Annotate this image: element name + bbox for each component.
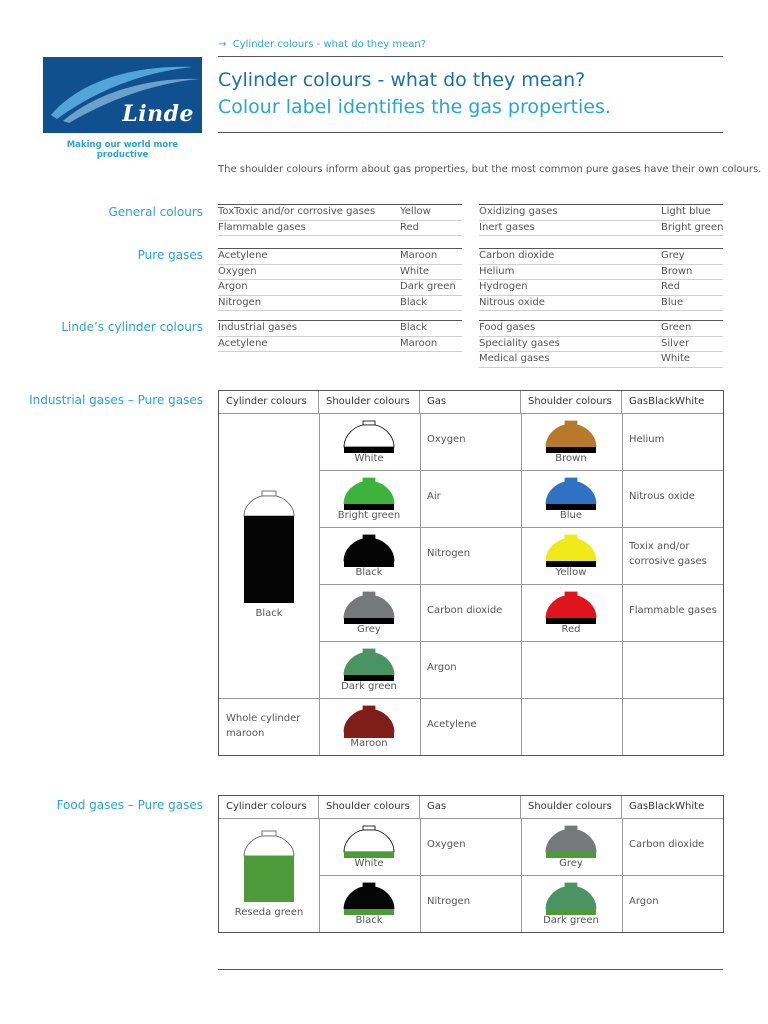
legend-row <box>479 320 723 337</box>
gas-name: Argon <box>629 896 659 907</box>
gas-name: Carbon dioxide <box>427 605 503 616</box>
legend-row <box>479 296 723 312</box>
column-header: GasBlackWhite <box>629 396 705 407</box>
legend-gas-name: Speciality gases <box>479 337 560 349</box>
legend-gas-name: Nitrous oxide <box>479 296 545 308</box>
shoulder-colour-icon <box>342 648 396 685</box>
legend-linde-right <box>479 320 723 368</box>
legend-general-left <box>218 204 462 236</box>
shoulder-colour-icon <box>342 825 396 862</box>
legend-row <box>218 280 462 296</box>
column-header: Cylinder colours <box>219 391 319 413</box>
shoulder-colour-label: Red <box>561 624 581 635</box>
shoulder-colour-label: Yellow <box>555 567 587 578</box>
breadcrumb-label: Cylinder colours - what do they mean? <box>232 39 427 50</box>
shoulder-colour-label: White <box>354 858 384 869</box>
legend-colour-name: Silver <box>661 337 690 349</box>
gas-name: Air <box>427 491 441 502</box>
column-header: Shoulder colours <box>521 796 622 818</box>
legend-row <box>479 337 723 353</box>
legend-colour-name: Green <box>661 322 692 333</box>
legend-row <box>479 221 723 237</box>
shoulder-colour-label: Brown <box>555 453 587 464</box>
legend-colour-name: Black <box>400 322 428 333</box>
gas-name: Oxygen <box>427 434 466 445</box>
row-divider <box>319 875 723 876</box>
gas-name: Argon <box>427 662 457 673</box>
legend-row <box>218 248 462 265</box>
legend-gas-name: Inert gases <box>479 221 535 233</box>
row-divider <box>319 527 723 528</box>
shoulder-colour-icon <box>544 825 598 862</box>
shoulder-colour-icon <box>342 882 396 919</box>
gas-name: Flammable gases <box>629 605 717 616</box>
shoulder-colour-icon <box>544 591 598 628</box>
page-title: Cylinder colours - what do they mean? <box>218 69 586 91</box>
shoulder-colour-icon <box>544 534 598 571</box>
shoulder-colour-icon <box>342 420 396 457</box>
legend-general-right <box>479 204 723 236</box>
legend-row <box>479 352 723 368</box>
divider <box>218 132 723 133</box>
legend-colour-name: White <box>661 353 691 364</box>
legend-gas-name: Acetylene <box>218 337 268 349</box>
section-label-general: General colours <box>108 205 203 219</box>
legend-colour-name: Light blue <box>661 206 711 217</box>
legend-gas-name: Argon <box>218 281 248 292</box>
shoulder-colour-label: Dark green <box>543 915 599 926</box>
arrow-right-icon: → <box>218 39 227 50</box>
cylinder-colour-label: Black <box>255 608 283 619</box>
shoulder-colour-icon <box>342 534 396 571</box>
legend-gas-name: Oxidizing gases <box>479 206 558 217</box>
row-divider <box>219 698 319 699</box>
legend-gas-name: Flammable gases <box>218 221 306 233</box>
column-header: Gas <box>420 391 521 413</box>
shoulder-colour-label: Blue <box>559 510 583 521</box>
header-divider <box>219 818 723 819</box>
divider <box>218 56 723 57</box>
legend-gas-name: Carbon dioxide <box>479 250 555 261</box>
legend-colour-name: White <box>400 265 430 277</box>
column-header: Shoulder colours <box>319 391 420 413</box>
shoulder-colour-label: Grey <box>357 624 381 635</box>
legend-linde-left <box>218 320 462 352</box>
legend-row <box>479 265 723 281</box>
legend-gas-name: Oxygen <box>218 265 257 277</box>
whole-cylinder-note: Whole cylinder maroon <box>226 713 301 739</box>
gas-name: Acetylene <box>427 719 477 730</box>
shoulder-colour-icon <box>342 477 396 514</box>
header-divider <box>219 413 723 414</box>
legend-colour-name: Grey <box>661 250 685 261</box>
section-label-industrial: Industrial gases – Pure gases <box>29 393 203 407</box>
legend-colour-name: Yellow <box>400 206 431 217</box>
legend-row <box>218 265 462 281</box>
shoulder-colour-icon <box>544 477 598 514</box>
legend-row <box>218 337 462 353</box>
legend-colour-name: Red <box>661 281 680 292</box>
legend-pure-right <box>479 248 723 311</box>
shoulder-colour-label: Maroon <box>350 738 388 749</box>
gas-name: Toxix and/or corrosive gases <box>629 540 707 567</box>
gas-name: Helium <box>629 434 665 445</box>
legend-gas-name: Nitrogen <box>218 296 262 308</box>
legend-colour-name: Dark green <box>400 281 456 292</box>
row-divider <box>319 698 723 699</box>
gas-name: Nitrous oxide <box>629 491 695 502</box>
gas-name: Oxygen <box>427 839 466 850</box>
legend-colour-name: Bright green <box>661 221 724 233</box>
shoulder-colour-label: Grey <box>559 858 583 869</box>
cylinder-icon <box>242 490 296 608</box>
legend-row <box>479 248 723 265</box>
shoulder-colour-icon <box>342 705 396 742</box>
legend-gas-name: Acetylene <box>218 250 268 261</box>
legend-colour-name: Black <box>400 296 428 308</box>
legend-pure-left <box>218 248 462 311</box>
gas-name: Nitrogen <box>427 896 471 907</box>
section-label-linde: Linde’s cylinder colours <box>61 320 203 334</box>
column-header: Gas <box>420 796 521 818</box>
legend-gas-name: Medical gases <box>479 353 550 364</box>
page-subtitle: Colour label identifies the gas properties. <box>218 96 611 118</box>
tagline: Making our world more productive <box>66 140 179 160</box>
shoulder-colour-label: Bright green <box>337 510 401 521</box>
shoulder-colour-label: Black <box>355 567 383 578</box>
section-label-food: Food gases – Pure gases <box>56 798 203 812</box>
legend-gas-name: Industrial gases <box>218 322 298 333</box>
legend-gas-name: ToxToxic and/or corrosive gases <box>218 206 376 217</box>
intro-text: The shoulder colours inform about gas properties, but the most common pure gases have their own colours. <box>218 164 762 175</box>
logo-text: Linde <box>122 101 194 127</box>
gas-name: Nitrogen <box>427 548 471 559</box>
legend-row <box>218 296 462 312</box>
shoulder-colour-icon <box>342 591 396 628</box>
legend-row <box>218 320 462 337</box>
shoulder-colour-label: Dark green <box>341 681 397 692</box>
column-header: Shoulder colours <box>521 391 622 413</box>
food-gases-table <box>218 795 724 933</box>
legend-colour-name: Blue <box>661 296 684 308</box>
row-divider <box>319 584 723 585</box>
column-header: Cylinder colours <box>219 796 319 818</box>
gas-name: Carbon dioxide <box>629 839 705 850</box>
row-divider <box>319 470 723 471</box>
cylinder-colour-label: Reseda green <box>234 907 304 918</box>
legend-colour-name: Maroon <box>400 337 438 349</box>
section-label-pure: Pure gases <box>137 248 203 262</box>
linde-logo <box>43 57 202 133</box>
column-header: GasBlackWhite <box>629 801 705 812</box>
legend-colour-name: Red <box>400 221 419 233</box>
shoulder-colour-icon <box>544 420 598 457</box>
legend-row <box>479 280 723 296</box>
divider <box>218 969 723 970</box>
shoulder-colour-icon <box>544 882 598 919</box>
legend-row <box>218 221 462 237</box>
industrial-gases-table <box>218 390 724 756</box>
legend-row <box>218 204 462 221</box>
column-header: Shoulder colours <box>319 796 420 818</box>
cylinder-icon <box>242 830 296 907</box>
legend-gas-name: Food gases <box>479 322 536 333</box>
legend-gas-name: Hydrogen <box>479 281 528 292</box>
legend-row <box>479 204 723 221</box>
row-divider <box>319 641 723 642</box>
legend-gas-name: Helium <box>479 265 515 277</box>
legend-colour-name: Maroon <box>400 250 438 261</box>
legend-colour-name: Brown <box>661 265 693 277</box>
breadcrumb[interactable] <box>218 39 426 50</box>
shoulder-colour-label: White <box>354 453 384 464</box>
shoulder-colour-label: Black <box>355 915 383 926</box>
